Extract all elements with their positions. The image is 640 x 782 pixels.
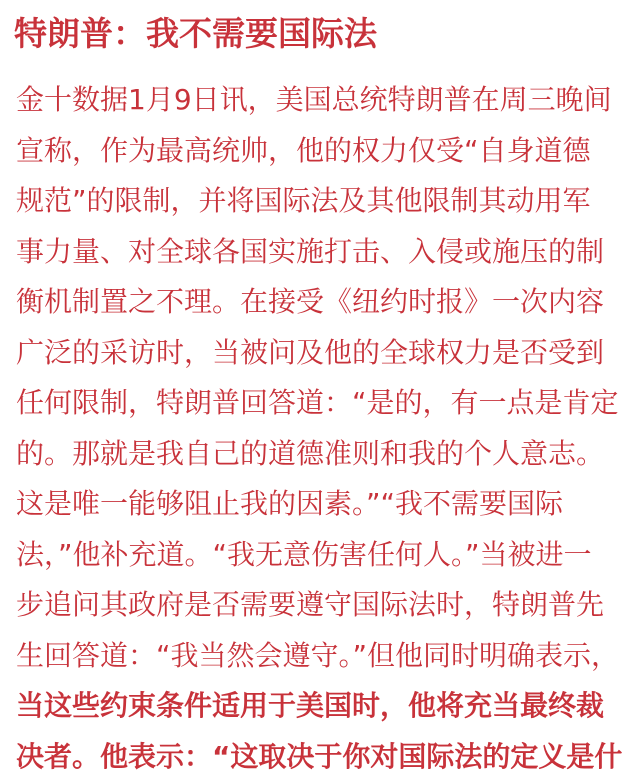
- paragraph-line: 规范”的限制，并将国际法及其他限制其动用军: [16, 176, 631, 227]
- article-body: [16, 75, 631, 782]
- paragraph-line: 步追问其政府是否需要遵守国际法时，特朗普先: [16, 580, 631, 631]
- paragraph-line: 生回答道：“我当然会遵守。”但他同时明确表示，: [16, 631, 631, 682]
- paragraph-line: 法，”他补充道。“我无意伤害任何人。”当被进一: [16, 530, 631, 581]
- article-title: 特朗普：我不需要国际法: [14, 10, 377, 58]
- paragraph-line: 的。那就是我自己的道德准则和我的个人意志。: [16, 429, 631, 480]
- paragraph-line: 这是唯一能够阻止我的因素。”“我不需要国际: [16, 479, 631, 530]
- paragraph-line: 广泛的采访时，当被问及他的全球权力是否受到: [16, 328, 631, 379]
- paragraph-line: 金十数据1月9日讯，美国总统特朗普在周三晚间: [16, 75, 631, 126]
- paragraph-line-bold: 当这些约束条件适用于美国时，他将充当最终裁: [16, 681, 631, 732]
- paragraph-line-bold: 决者。他表示：“这取决于你对国际法的定义是什: [16, 732, 631, 782]
- paragraph-line: 衡机制置之不理。在接受《纽约时报》一次内容: [16, 277, 631, 328]
- paragraph-line: 事力量、对全球各国实施打击、入侵或施压的制: [16, 227, 631, 278]
- paragraph-line: 宣称，作为最高统帅，他的权力仅受“自身道德: [16, 126, 631, 177]
- paragraph-line: 任何限制，特朗普回答道：“是的，有一点是肯定: [16, 378, 631, 429]
